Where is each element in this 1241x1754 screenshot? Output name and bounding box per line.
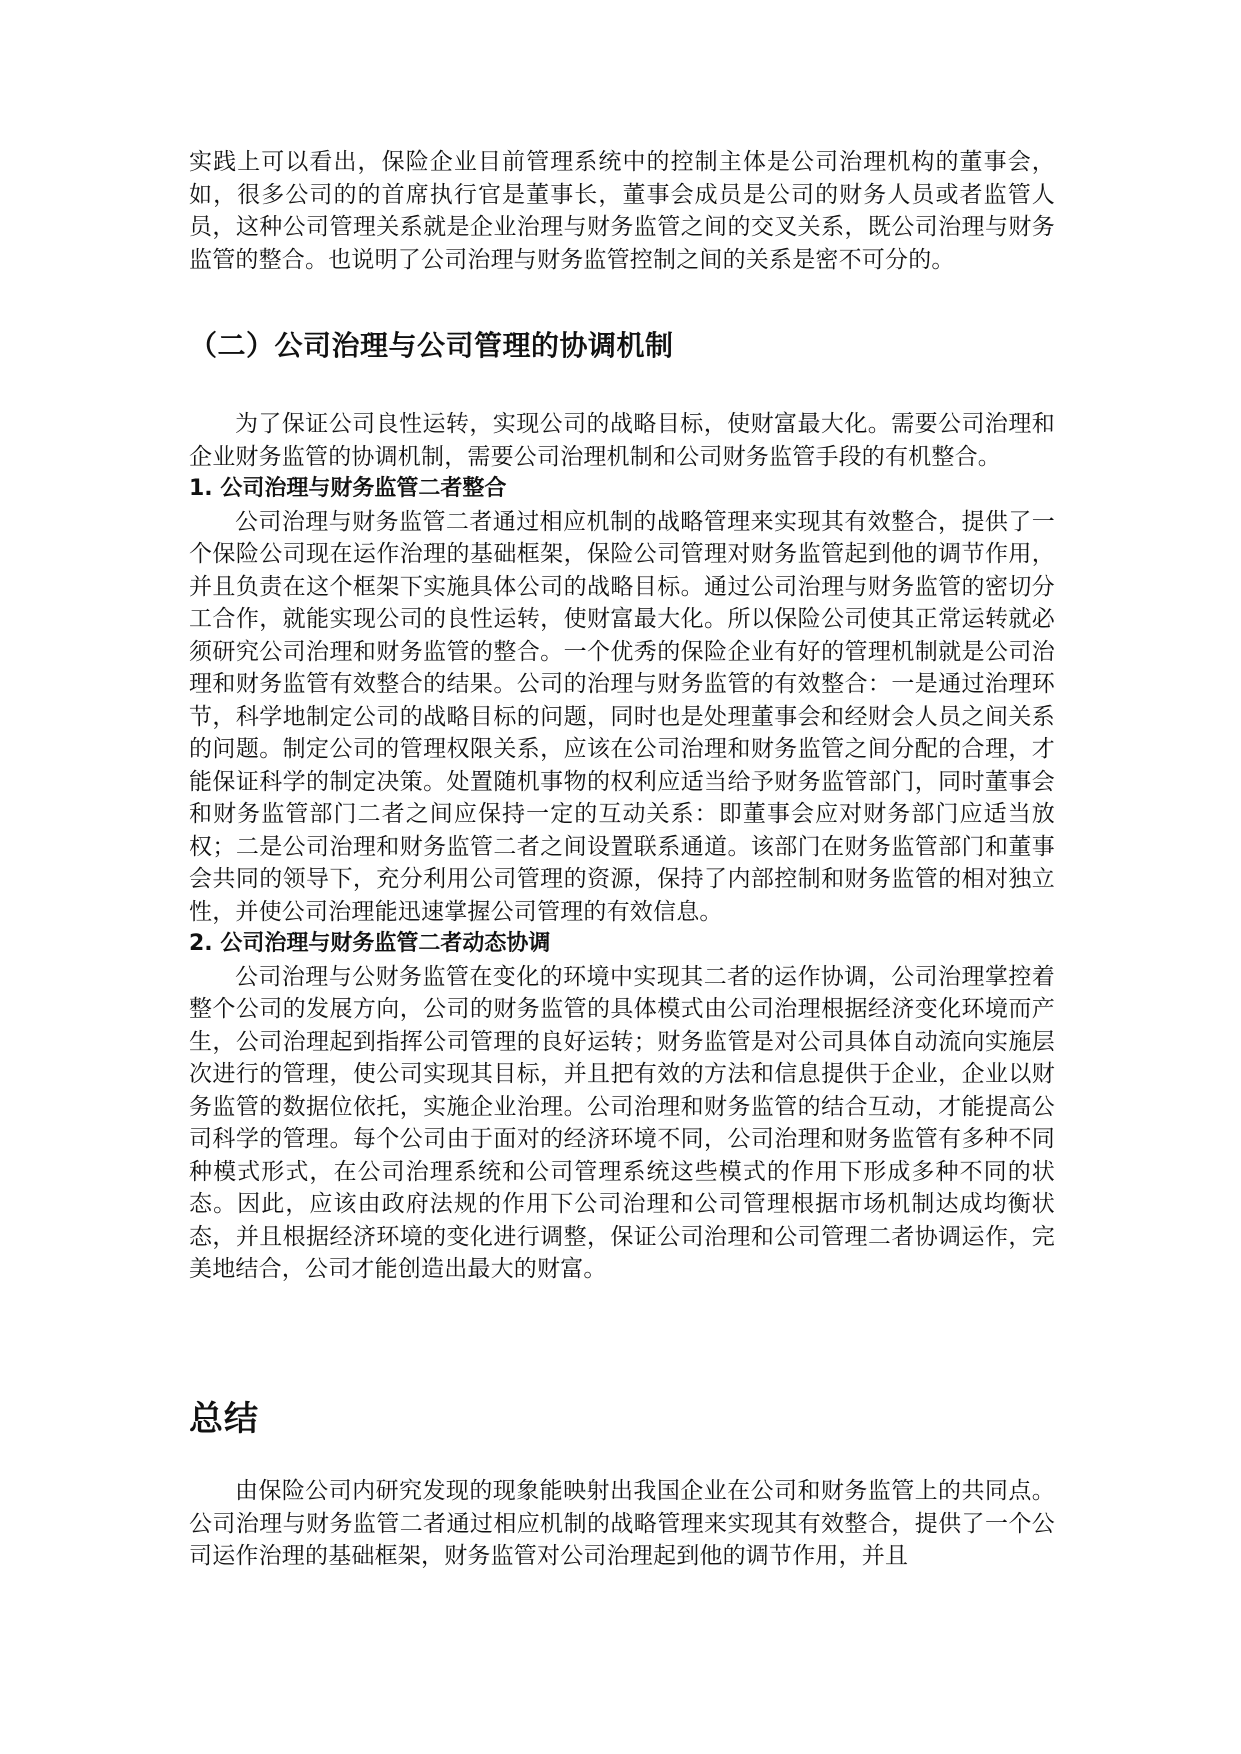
subsection-paragraph-1: 公司治理与财务监管二者通过相应机制的战略管理来实现其有效整合，提供了一个保险公司现在运作治理的基础框架，保险公司管理对财务监管起到他的调节作用，并且负责在这个框架下实施具体公司的战略目标。通过公司治理与财务监管的密切分工合作，就能实现公司的良性运转，使财富最大化。所以保险公司使其正常运转就必须研究公司治理和财务监管的整合。一个优秀的保险企业有好的管理机制就是公司治理和财务监管有效整合的结果。公司的治理与财务监管的有效整合：一是通过治理环节，科学地制定公司的战略目标的问题，同时也是处理董事会和经财会人员之间关系的问题。制定公司的管理权限关系，应该在公司治理和财务监管之间分配的合理，才能保证科学的制定决策。处置随机事物的权利应适当给予财务监管部门，同时董事会和财务监管部门二者之间应保持一定的互动关系：即董事会应对财务部门应适当放权；二是公司治理和财务监管二者之间设置联系通道。该部门在财务监管部门和董事会共同的领导下，充分利用公司管理的资源，保持了内部控制和财务监管的相对独立性，并使公司治理能迅速掌握公司管理的有效信息。 <box>189 508 1055 925</box>
summary-body <box>189 1475 1055 1573</box>
section-heading-block <box>189 326 1055 366</box>
summary-heading: 总结 <box>189 1399 259 1439</box>
subsection-title-1: 1. 公司治理与财务监管二者整合 <box>189 476 507 501</box>
summary-paragraph: 由保险公司内研究发现的现象能映射出我国企业在公司和财务监管上的共同点。公司治理与财务监管二者通过相应机制的战略管理来实现其有效整合，提供了一个公司运作治理的基础框架，财务监管对公司治理起到他的调节作用，并且 <box>189 1478 1055 1569</box>
intro-paragraph: 实践上可以看出，保险企业目前管理系统中的控制主体是公司治理机构的董事会，如，很多公司的的首席执行官是董事长，董事会成员是公司的财务人员或者监管人员，这种公司管理关系就是企业治理与财务监管之间的交叉关系，既公司治理与财务监管的整合。也说明了公司治理与财务监管控制之间的关系是密不可分的。 <box>189 149 1055 273</box>
intro-block <box>189 146 1055 276</box>
subsection-title-2: 2. 公司治理与财务监管二者动态协调 <box>189 931 551 956</box>
section-intro-paragraph: 为了保证公司良性运转，实现公司的战略目标，使财富最大化。需要公司治理和企业财务监管的协调机制，需要公司治理机制和公司财务监管手段的有机整合。 <box>189 411 1055 470</box>
section-body <box>189 408 1055 1286</box>
section-heading: （二）公司治理与公司管理的协调机制 <box>189 329 674 362</box>
summary-heading-block <box>189 1395 1055 1443</box>
subsection-paragraph-2: 公司治理与公财务监管在变化的环境中实现其二者的运作协调，公司治理掌控着整个公司的发展方向，公司的财务监管的具体模式由公司治理根据经济变化环境而产生，公司治理起到指挥公司管理的良好运转；财务监管是对公司具体自动流向实施层次进行的管理，使公司实现其目标，并且把有效的方法和信息提供于企业，企业以财务监管的数据位依托，实施企业治理。公司治理和财务监管的结合互动，才能提高公司科学的管理。每个公司由于面对的经济环境不同，公司治理和财务监管有多种不同种模式形式，在公司治理系统和公司管理系统这些模式的作用下形成多种不同的状态。因此，应该由政府法规的作用下公司治理和公司管理根据市场机制达成均衡状态，并且根据经济环境的变化进行调整，保证公司治理和公司管理二者协调运作，完美地结合，公司才能创造出最大的财富。 <box>189 963 1055 1282</box>
